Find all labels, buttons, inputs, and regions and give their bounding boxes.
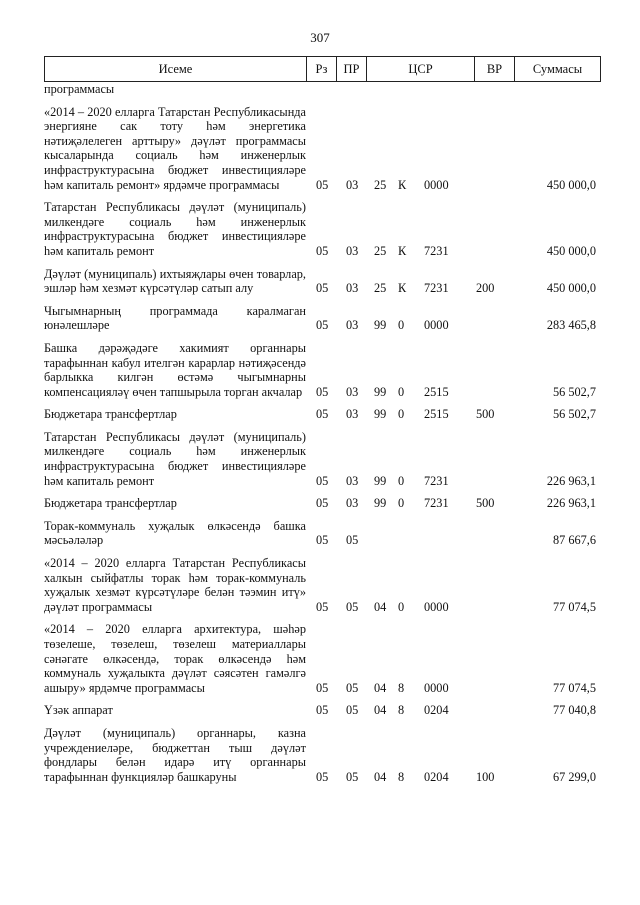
row-csr-direction: 7231 xyxy=(424,473,449,488)
row-sum: 450 000,0 xyxy=(546,243,596,258)
row-vr: 200 xyxy=(476,281,495,296)
row-name: «2014 – 2020 елларга архитектура, шәһәр төзелеше, төзелеш, төзелеш материаллары сәнәгате өлкәсендә, торак өлкәсендә һәм коммуналь хуҗалыкта дәүләт сәясәтен гамәлгә ашыру» ярдәмче программасы xyxy=(44,622,306,695)
row-vr: 500 xyxy=(476,496,495,511)
column-header-csr: ЦСР xyxy=(367,57,475,82)
row-csr-subprogram: 0 xyxy=(398,599,405,614)
row-pr: 05 xyxy=(346,533,359,548)
row-name: Татарстан Республикасы дәүләт (муниципаль) милкендәге социаль һәм инженерлык инфраструктурасына бюджет инвестицияләре һәм капиталь ремонт xyxy=(44,200,306,258)
row-csr-program: 99 xyxy=(374,318,387,333)
row-sum: 87 667,6 xyxy=(552,533,596,548)
row-pr: 03 xyxy=(346,177,359,192)
row-pr: 03 xyxy=(346,318,359,333)
row-pr: 05 xyxy=(346,769,359,784)
row-rz: 05 xyxy=(316,496,329,511)
row-csr-program: 99 xyxy=(374,384,387,399)
row-csr-program: 99 xyxy=(374,407,387,422)
column-header-name: Исеме xyxy=(45,57,307,82)
row-pr: 03 xyxy=(346,473,359,488)
row-name: Дәүләт (муниципаль) ихтыяҗлары өчен товарлар, эшләр һәм хезмәт күрсәтүләр сатып алу xyxy=(44,266,306,296)
table-row xyxy=(44,519,600,548)
row-name: Башка дәрәҗәдәге хакимият органнары тарафыннан кабул ителгән карарлар нәтиҗәсендә барлыкка килгән өстәмә чыгымнарны компенсацияләү өчен тапшырыла торган акчалар xyxy=(44,340,306,399)
row-sum: 67 299,0 xyxy=(552,769,596,784)
table-row xyxy=(44,82,600,97)
table-body xyxy=(44,82,600,792)
row-name: Торак-коммуналь хуҗалык өлкәсендә башка мәсьәләләр xyxy=(44,518,306,548)
row-csr-subprogram: К xyxy=(398,281,407,296)
column-header-pr: ПР xyxy=(337,57,367,82)
row-sum: 226 963,1 xyxy=(546,496,596,511)
row-sum: 226 963,1 xyxy=(546,473,596,488)
row-csr-subprogram: К xyxy=(398,243,407,258)
row-name: Бюджетара трансфертлар xyxy=(44,496,177,511)
row-csr-subprogram: 0 xyxy=(398,496,405,511)
row-csr-program: 99 xyxy=(374,473,387,488)
table-row xyxy=(44,726,600,784)
row-csr-direction: 0000 xyxy=(424,680,449,695)
table-row xyxy=(44,267,600,296)
row-csr-subprogram: К xyxy=(398,177,407,192)
row-pr: 05 xyxy=(346,599,359,614)
row-pr: 03 xyxy=(346,281,359,296)
table-header xyxy=(44,56,601,82)
row-csr-direction: 7231 xyxy=(424,496,449,511)
column-header-sum: Суммасы xyxy=(515,57,601,82)
row-name: Бюджетара трансфертлар xyxy=(44,407,177,422)
page-number: 307 xyxy=(310,30,330,45)
row-csr-direction: 0000 xyxy=(424,318,449,333)
row-rz: 05 xyxy=(316,384,329,399)
row-sum: 56 502,7 xyxy=(552,407,596,422)
row-name: программасы xyxy=(44,82,115,96)
row-csr-subprogram: 0 xyxy=(398,384,405,399)
table-row xyxy=(44,200,600,258)
row-csr-program: 04 xyxy=(374,599,387,614)
row-csr-direction: 2515 xyxy=(424,407,449,422)
row-csr-subprogram: 0 xyxy=(398,473,405,488)
row-rz: 05 xyxy=(316,177,329,192)
table-row xyxy=(44,430,600,488)
table-row xyxy=(44,407,600,422)
row-rz: 05 xyxy=(316,680,329,695)
row-pr: 05 xyxy=(346,703,359,718)
row-pr: 03 xyxy=(346,243,359,258)
row-rz: 05 xyxy=(316,473,329,488)
table-row xyxy=(44,622,600,695)
row-csr-program: 25 xyxy=(374,243,387,258)
row-name: «2014 – 2020 елларга Татарстан Республикасында энергияне сак тоту һәм энергетика нәтиҗәлелеген арттыру» дәүләт программасы кысаларында социаль һәм инженерлык инфраструктурасына бюджет инвестицияләре һәм капиталь ремонт» ярдәмче программасы xyxy=(44,104,306,192)
table-row xyxy=(44,556,600,614)
row-rz: 05 xyxy=(316,281,329,296)
row-name: Татарстан Республикасы дәүләт (муниципаль) милкендәге социаль һәм инженерлык инфраструктурасына бюджет инвестицияләре һәм капиталь ремонт xyxy=(44,429,306,488)
row-vr: 100 xyxy=(476,769,495,784)
row-csr-program: 04 xyxy=(374,769,387,784)
table-row xyxy=(44,341,600,399)
row-csr-subprogram: 8 xyxy=(398,680,405,695)
row-csr-program: 25 xyxy=(374,281,387,296)
table-row xyxy=(44,496,600,511)
row-csr-direction: 0204 xyxy=(424,769,449,784)
row-csr-program: 25 xyxy=(374,177,387,192)
row-name: Үзәк аппарат xyxy=(44,703,113,718)
row-pr: 03 xyxy=(346,496,359,511)
row-csr-program: 04 xyxy=(374,703,387,718)
column-header-rz: Рз xyxy=(307,57,337,82)
row-rz: 05 xyxy=(316,407,329,422)
row-pr: 05 xyxy=(346,680,359,695)
row-rz: 05 xyxy=(316,769,329,784)
row-rz: 05 xyxy=(316,533,329,548)
row-rz: 05 xyxy=(316,703,329,718)
row-sum: 283 465,8 xyxy=(546,318,596,333)
row-name: «2014 – 2020 елларга Татарстан Республикасы халкын сыйфатлы торак һәм торак-коммуналь хуҗалык хезмәт күрсәтүләре белән тәэмин итү» дәүләт программасы xyxy=(44,556,306,614)
column-header-vr: ВР xyxy=(475,57,515,82)
row-csr-program: 99 xyxy=(374,496,387,511)
row-csr-direction: 0000 xyxy=(424,177,449,192)
row-csr-subprogram: 8 xyxy=(398,703,405,718)
row-pr: 03 xyxy=(346,384,359,399)
row-sum: 450 000,0 xyxy=(546,177,596,192)
row-name: Чыгымнарның программада каралмаган юнәлешләре xyxy=(44,303,306,333)
row-rz: 05 xyxy=(316,243,329,258)
row-csr-direction: 7231 xyxy=(424,243,449,258)
row-rz: 05 xyxy=(316,318,329,333)
row-sum: 77 040,8 xyxy=(552,703,596,718)
row-sum: 56 502,7 xyxy=(552,384,596,399)
row-pr: 03 xyxy=(346,407,359,422)
row-csr-subprogram: 0 xyxy=(398,318,405,333)
row-rz: 05 xyxy=(316,599,329,614)
row-csr-direction: 0000 xyxy=(424,599,449,614)
row-sum: 77 074,5 xyxy=(552,599,596,614)
row-csr-subprogram: 8 xyxy=(398,769,405,784)
table-row xyxy=(44,105,600,193)
row-sum: 77 074,5 xyxy=(552,680,596,695)
row-csr-program: 04 xyxy=(374,680,387,695)
row-csr-direction: 2515 xyxy=(424,384,449,399)
table-row xyxy=(44,304,600,333)
row-vr: 500 xyxy=(476,407,495,422)
row-csr-subprogram: 0 xyxy=(398,407,405,422)
row-csr-direction: 7231 xyxy=(424,281,449,296)
row-name: Дәүләт (муниципаль) органнары, казна учреждениеләре, бюджеттан тыш дәүләт фондлары белән идарә итү органнары тарафыннан функцияләр башкаруны xyxy=(44,725,306,784)
row-csr-direction: 0204 xyxy=(424,703,449,718)
row-sum: 450 000,0 xyxy=(546,281,596,296)
table-row xyxy=(44,703,600,718)
